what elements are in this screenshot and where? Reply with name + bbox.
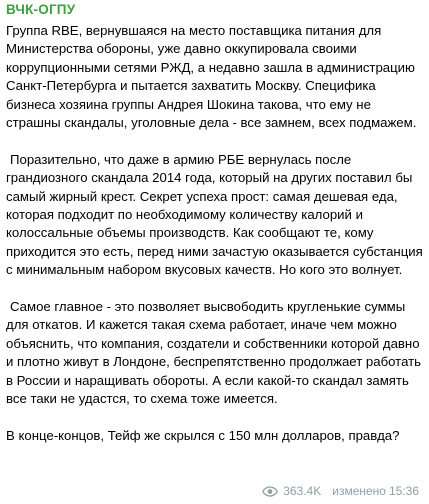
eye-icon: [262, 486, 278, 497]
message-time: 15:36: [388, 484, 419, 498]
message-paragraph-3: Самое главное - это позволяет высвободить кругленькие суммы для откатов. И кажется такая схема работает, иначе чем можно объяснить, что компания, создатели и собственники которой давно и плотно живут в Лондоне, беспрепятственно продолжает работать в России и наращивать обороты. А если какой-то скандал замять все таки не удастся, то схема тоже имеется.: [6, 299, 422, 407]
message-paragraph-2: Поразительно, что даже в армию РБЕ вернулась после грандиозного скандала 2014 года, который на других поставил бы самый жирный крест. Секрет успеха прост: самая дешевая еда, которая подходит по необходимому количеству калорий и колоссальные объемы производств. Как сообщают те, кому приходится это есть, перед ними зачастую оказывается субстанция с минимальным набором вкусовых качеств. Но кого это волнует.: [6, 151, 423, 278]
message-paragraph-1: Группа RBE, вернувшаяся на место поставщика питания для Министерства обороны, уже давно оккупировала своими коррупционными сетями РЖД, а недавно зашла в администрацию Санкт-Петербурга и пытается захватить Москву. Специфика бизнеса хозяина группы Андрея Шокина такова, что ему не страшны скандалы, уголовные дела - все замнем, всех подмажем.: [6, 23, 417, 131]
message-meta: [262, 484, 419, 498]
channel-name[interactable]: ВЧК-ОГПУ: [6, 2, 76, 17]
message-paragraph-4: В конце-концов, Тейф же скрылся с 150 млн долларов, правда?: [6, 427, 400, 443]
views-count: 363.4K: [283, 484, 322, 498]
edited-label: изменено: [332, 484, 386, 498]
message-text: [6, 22, 426, 445]
